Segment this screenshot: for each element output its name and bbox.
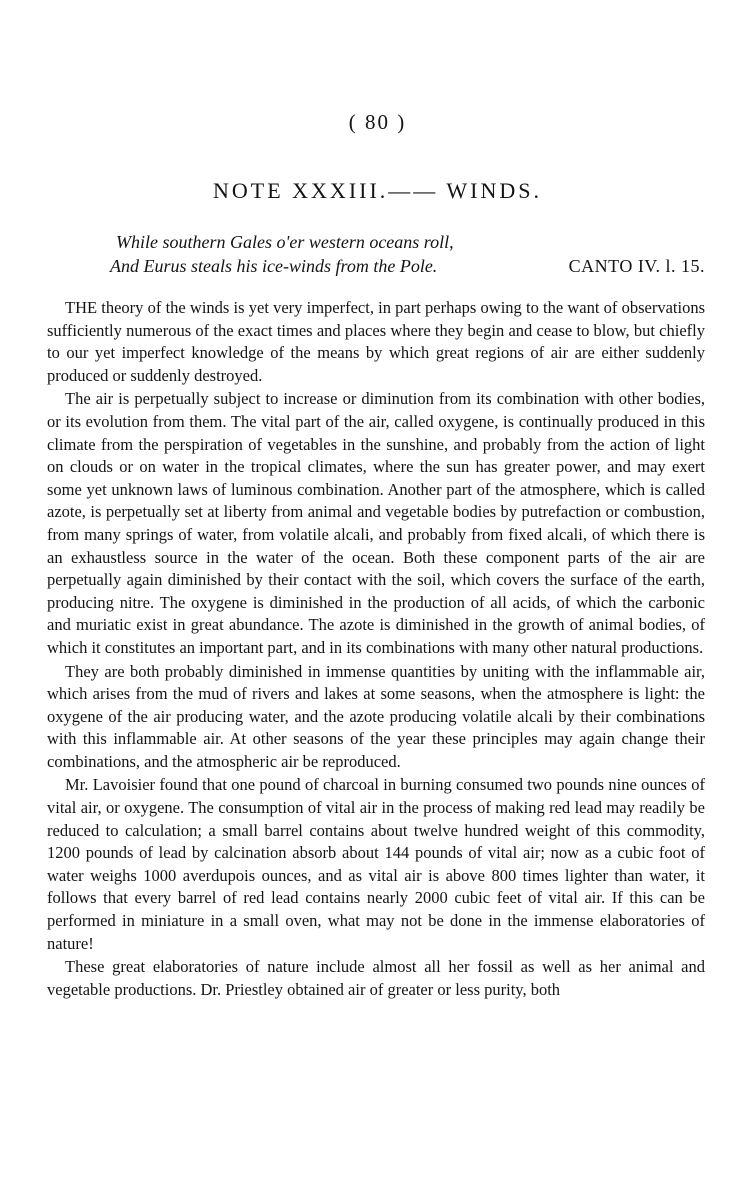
- paragraph: Mr. Lavoisier found that one pound of charcoal in burning consumed two pounds nine ounces of vital air, or oxygene. The consumption of vital air in the process of making red lead may readily be reduced to calculation; a small barrel contains about twelve hundred weight of this commodity, 1200 pounds of lead by calcination absorb about 144 pounds of vital air; now as a cubic foot of water weighs 1000 averdupois ounces, and as vital air is above 800 times lighter than water, it follows that every barrel of red lead contains nearly 2000 cubic feet of vital air. If this can be performed in miniature in a small oven, what may not be done in the immense elaboratories of nature!: [47, 775, 705, 953]
- note-title: NOTE XXXIII.—— WINDS.: [213, 178, 542, 203]
- epigraph-line-2-row: [110, 254, 705, 278]
- paragraph: They are both probably diminished in immense quantities by uniting with the inflammable air, which arises from the mud of rivers and lakes at some seasons, when the atmosphere is light: the oxygene of the air producing water, and the azote producing volatile alcali by their combinations with this inflammable air. At other seasons of the year these principles may again change their combinations, and the atmospheric air be reproduced.: [47, 661, 705, 771]
- paragraph: THE theory of the winds is yet very imperfect, in part perhaps owing to the want of observations sufficiently numerous of the exact times and places where they begin and cease to blow, but chiefly to our yet imperfect knowledge of the means by which great regions of air are either suddenly produced or suddenly destroyed.: [47, 298, 705, 385]
- epigraph-citation: CANTO IV. l. 15.: [568, 256, 705, 276]
- epigraph: [110, 230, 705, 278]
- body-text: [47, 297, 705, 1002]
- paragraph: These great elaboratories of nature include almost all her fossil as well as her animal and vegetable productions. Dr. Priestley obtained air of greater or less purity, both: [47, 957, 705, 999]
- epigraph-line-1: While southern Gales o'er western oceans roll,: [116, 232, 454, 252]
- page-number: ( 80 ): [348, 110, 407, 134]
- paragraph: The air is perpetually subject to increase or diminution from its combination with other bodies, or its evolution from them. The vital part of the air, called oxygene, is continually produced in this climate from the perspiration of vegetables in the sunshine, and probably from the action of light on clouds or on water in the tropical climates, where the sun has greater power, and may exert some yet unknown laws of luminous combination. Another part of the atmosphere, which is called azote, is perpetually set at liberty from animal and vegetable bodies by putrefaction or combustion, from many springs of water, from volatile alcali, and probably from fixed alcali, of which there is an exhaustless source in the water of the ocean. Both these component parts of the air are perpetually again diminished by their contact with the soil, which covers the surface of the earth, producing nitre. The oxygene is diminished in the production of all acids, of which the carbonic and muriatic exist in great abundance. The azote is diminished in the growth of animal bodies, of which it constitutes an important part, and in its combinations with many other natural productions.: [47, 389, 705, 657]
- epigraph-line-2: And Eurus steals his ice-winds from the Pole.: [110, 256, 438, 276]
